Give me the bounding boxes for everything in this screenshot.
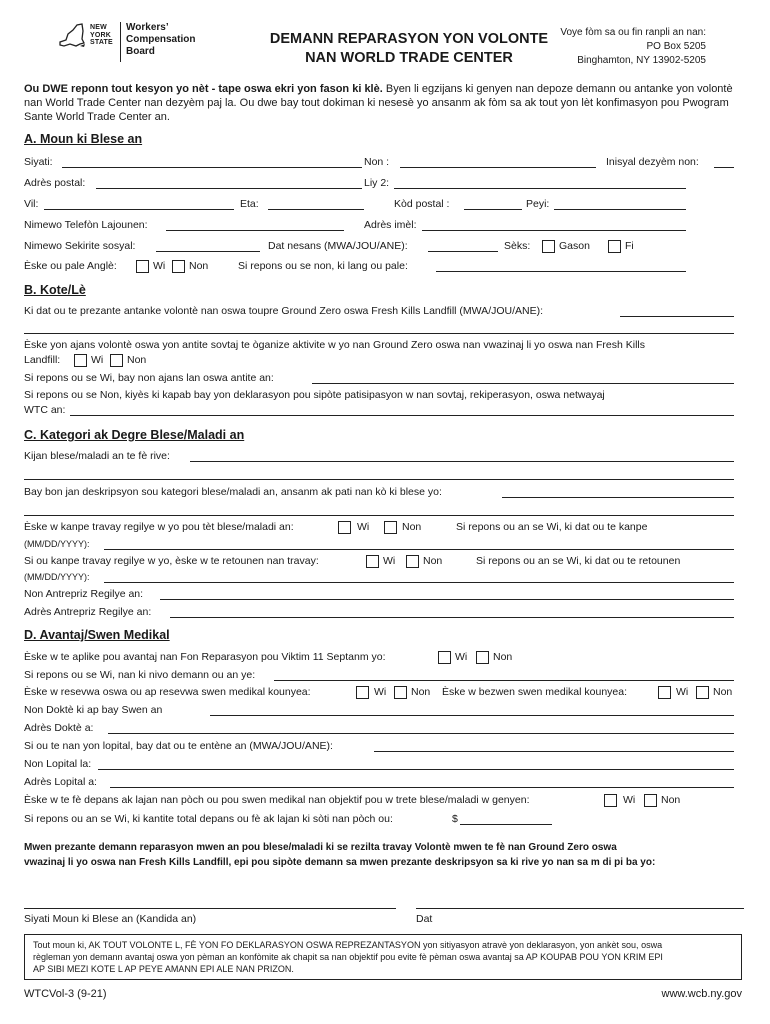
male-checkbox[interactable] [542,240,555,253]
section-c-heading: C. Kategori ak Degre Blese/Maladi an [24,428,245,442]
form-header [24,0,730,76]
row-address [24,175,734,191]
return-work-no-label: Non [423,555,443,567]
receiving-care-no-label: Non [411,686,431,698]
employer-address-field[interactable] [170,617,734,618]
stop-date-format: (MM/DD/YYYY): [24,539,90,549]
vcf-yes-checkbox[interactable] [438,651,451,664]
fraud-notice: Tout moun ki, AK TOUT VOLONTE L, FÈ YON FO DEKLARASYON OSWA REPREZANTASYON yon sitiyasyon atravè yon deklarasyon, yon ankèt sou, oswa règleman yon demann avantaj oswa yon pèman an konfòmite ak chapit sa nan objektif pou evite fè pèman oswa avantaj sa AP KOUPAB POU YON KRIM EPI AP SIBI MEZI KOTE L AP PEYE AMANN EPI ALE NAN PRIZON. [24,934,742,980]
row-return-date [24,569,734,585]
row-vcf [24,649,734,665]
row-description [24,484,734,500]
row-claim-level [24,667,734,683]
signature-field[interactable] [24,908,396,909]
row-doctor-address [24,720,734,736]
email-label: Adrès imèl: [364,219,417,231]
signature-date-label: Dat [416,913,433,925]
agency-question: Èske yon ajans volontè oswa yon antite sovtaj te òganize aktivite w yo nan Ground Zero oswa nan vwazinaj li yo oswa nan Fresh Kills [24,339,645,351]
expense-total-label: Si repons ou an se Wi, ki kantite total depans ou fè ak lajan ki sòti nan pòch ou: [24,813,393,825]
row-statement-q-line2 [24,402,734,418]
row-doctor-name [24,702,734,718]
expenses-label: Èske w te fè depans ak lajan nan pòch ou pou swen medikal nan objektif pou w trete blese/maladi w genyen: [24,794,530,806]
phone-label: Nimewo Telefòn Lajounen: [24,219,148,231]
dob-field[interactable] [428,251,498,252]
return-date-format: (MM/DD/YYYY): [24,572,90,582]
row-employer-address [24,604,734,620]
receiving-care-label: Èske w resevwa oswa ou ap resevwa swen medikal kounyea: [24,686,311,698]
row-stop-work [24,519,734,535]
stop-work-label: Èske w kanpe travay regilye w yo pou tèt blese/maladi an: [24,521,294,533]
dollar-sign: $ [452,813,458,825]
section-d-heading: D. Avantaj/Swen Medikal [24,628,170,642]
first-name-field[interactable] [400,167,596,168]
english-no-checkbox[interactable] [172,260,185,273]
expenses-no-label: Non [661,794,681,806]
stop-work-no-checkbox[interactable] [384,521,397,534]
row-expense-total [24,811,734,827]
last-name-label: Siyati: [24,156,53,168]
hospital-address-field[interactable] [110,787,734,788]
hospital-name-field[interactable] [98,769,734,770]
expenses-no-checkbox[interactable] [644,794,657,807]
need-care-no-checkbox[interactable] [696,686,709,699]
hospital-date-field[interactable] [374,751,734,752]
state-field[interactable] [268,209,364,210]
row-hospital-name [24,756,734,772]
agency-yes-label: Wi [91,354,104,366]
instructions: Ou DWE reponn tout kesyon yo nèt - tape oswa ekri yon fason ki klè. Byen li egzijans ki genyen nan depoze demann ou antanke yon volontè nan World Trade Center nan dezyèm paj la. Ou dwe bay tout dokiman ki nesesè yo ansanm ak fòm sa ak tout yon lèt konfimasyon pou Pwogram Sante World Trade Center an. [24,83,733,123]
row-agency-name [24,370,734,386]
row-expenses [24,792,734,808]
row-name [24,154,734,170]
employer-address-label: Adrès Antrepriz Regilye an: [24,606,152,618]
ny-state-map-icon [56,22,86,52]
mailing-address-label: Adrès postal: [24,177,86,189]
expense-total-field[interactable] [460,824,552,825]
statement-question-cont: WTC an: [24,404,66,416]
last-name-field[interactable] [62,167,362,168]
row-how-happened [24,448,734,464]
expenses-yes-label: Wi [623,794,636,806]
how-happened-field[interactable] [190,461,734,462]
section-a-heading: A. Moun ki Blese an [24,132,143,146]
english-yes-label: Wi [153,260,166,272]
claim-level-label: Si repons ou se Wi, nan ki nivo demann ou an ye: [24,669,256,681]
return-work-yes-label: Wi [383,555,396,567]
row-signature-labels [24,911,734,927]
row-statement-q-line1 [24,387,734,403]
ssn-field[interactable] [156,251,260,252]
country-field[interactable] [554,209,686,210]
vcf-yes-label: Wi [455,651,468,663]
ssn-label: Nimewo Sekirite sosyal: [24,240,136,252]
mailing-address: Voye fòm sa ou fin ranpli an nan: PO Box 5205 Binghamton, NY 13902-5205 [560,27,706,66]
need-care-yes-checkbox[interactable] [658,686,671,699]
phone-field[interactable] [166,230,344,231]
description-continuation[interactable] [24,515,734,516]
row-employer-name [24,586,734,602]
vcf-no-checkbox[interactable] [476,651,489,664]
logo-org-text: Workers’ Compensation Board [126,22,196,57]
hospital-address-label: Adrès Lopital a: [24,776,97,788]
zip-label: Kòd postal : [394,198,450,210]
hospital-name-label: Non Lopital la: [24,758,92,770]
how-happened-continuation[interactable] [24,479,734,480]
return-work-yes-checkbox[interactable] [366,555,379,568]
male-label: Gason [559,240,590,252]
receiving-care-yes-label: Wi [374,686,387,698]
return-date-field[interactable] [104,582,734,583]
row-medical-care [24,684,734,700]
doctor-address-label: Adrès Doktè a: [24,722,94,734]
female-checkbox[interactable] [608,240,621,253]
need-care-no-label: Non [713,686,733,698]
doctor-name-field[interactable] [210,715,734,716]
website-link[interactable]: www.wcb.ny.gov [661,988,742,1000]
row-english [24,258,734,274]
language-label: Si repons ou se non, ki lang ou pale: [238,260,408,272]
statement-question: Si repons ou se Non, kiyès ki kapab bay yon deklarasyon pou sipòte patisipasyon w nan sovtaj, rekiperasyon, oswa netwayaj [24,389,605,401]
form-id: WTCVol-3 (9-21) [24,988,107,1000]
date-presented-continuation[interactable] [24,333,734,334]
row-phone [24,217,734,233]
doctor-address-field[interactable] [108,733,734,734]
sex-label: Sèks: [504,240,531,252]
row-signature-lines [24,895,734,911]
row-hospital-date [24,738,734,754]
stop-work-no-label: Non [402,521,422,533]
employer-name-label: Non Antrepriz Regilye an: [24,588,144,600]
english-no-label: Non [189,260,209,272]
english-yes-checkbox[interactable] [136,260,149,273]
return-date-label: Si repons ou an se Wi, ki dat ou te retounen [476,555,681,567]
hospital-date-label: Si ou te nan yon lopital, bay dat ou te entène an (MWA/JOU/ANE): [24,740,333,752]
zip-field[interactable] [464,209,522,210]
how-happened-label: Kijan blese/maladi an te fè rive: [24,450,170,462]
row-blank-c1 [24,466,734,482]
row-hospital-address [24,774,734,790]
row-blank-c2 [24,502,734,518]
row-agency-q-line2 [24,352,734,368]
expenses-yes-checkbox[interactable] [604,794,617,807]
logo-divider [120,22,121,62]
signature-date-field[interactable] [416,908,744,909]
agency-yes-checkbox[interactable] [74,354,87,367]
mailing-address-field[interactable] [96,188,362,189]
section-b-heading: B. Kote/Lè [24,283,86,297]
stop-date-field[interactable] [104,549,734,550]
speak-english-label: Èske ou pale Anglè: [24,260,117,272]
address-line2-field[interactable] [394,188,686,189]
city-field[interactable] [44,209,234,210]
address-line2-label: Liy 2: [364,177,390,189]
agency-no-checkbox[interactable] [110,354,123,367]
agency-question-cont: Landfill: [24,354,61,366]
logo-state-text: NEW YORK STATE [90,24,113,46]
stop-work-yes-checkbox[interactable] [338,521,351,534]
email-field[interactable] [422,230,686,231]
middle-initial-field[interactable] [714,167,734,168]
row-blank-b1 [24,320,734,336]
form-title: DEMANN REPARASYON YON VOLONTE NAN WORLD TRADE CENTER [269,31,549,66]
receiving-care-no-checkbox[interactable] [394,686,407,699]
vcf-label: Èske w te aplike pou avantaj nan Fon Reparasyon pou Viktim 11 Septanm yo: [24,651,386,663]
first-name-label: Non : [364,156,390,168]
attestation-text: Mwen prezante demann reparasyon mwen an pou blese/maladi ki se rezilta travay Volontè mwen te fè nan Ground Zero oswa vwazinaj li yo oswa nan Fresh Kills Landfill, epi pou sipòte demann sa mwen prezante deskripsyon sa ki rive yo nan sa m di pi ba yo: [24,842,656,868]
nys-wcb-logo [56,22,196,64]
row-return-work [24,553,734,569]
employer-name-field[interactable] [160,599,734,600]
vcf-no-label: Non [493,651,513,663]
language-field[interactable] [436,271,686,272]
stop-date-label: Si repons ou an se Wi, ki dat ou te kanpe [456,521,648,533]
date-presented-field[interactable] [620,316,734,317]
statement-field[interactable] [70,415,734,416]
return-work-label: Si ou kanpe travay regilye w yo, èske w te retounen nan travay: [24,555,319,567]
agency-name-field[interactable] [312,383,734,384]
row-ssn [24,238,734,254]
description-label: Bay bon jan deskripsyon sou kategori blese/maladi an, ansanm ak pati nan kò ki blese yo: [24,486,442,498]
row-stop-date [24,536,734,552]
doctor-name-label: Non Doktè ki ap bay Swen an [24,704,163,716]
female-label: Fi [625,240,634,252]
row-agency-q-line1 [24,337,734,353]
city-label: Vil: [24,198,39,210]
agency-no-label: Non [127,354,147,366]
claim-level-field[interactable] [274,680,734,681]
description-field[interactable] [502,497,734,498]
row-date-presented [24,303,734,319]
need-care-label: Èske w bezwen swen medikal kounyea: [442,686,628,698]
country-label: Peyi: [526,198,550,210]
date-presented-label: Ki dat ou te prezante antanke volontè nan oswa toupre Ground Zero oswa Fresh Kills Landfill (MWA/JOU/ANE): [24,305,544,317]
row-city [24,196,734,212]
dob-label: Dat nesans (MWA/JOU/ANE): [268,240,408,252]
signature-label: Siyati Moun ki Blese an (Kandida an) [24,913,197,925]
state-label: Eta: [240,198,259,210]
agency-name-label: Si repons ou se Wi, bay non ajans lan oswa antite an: [24,372,274,384]
receiving-care-yes-checkbox[interactable] [356,686,369,699]
stop-work-yes-label: Wi [357,521,370,533]
middle-initial-label: Inisyal dezyèm non: [606,156,699,168]
need-care-yes-label: Wi [676,686,689,698]
return-work-no-checkbox[interactable] [406,555,419,568]
